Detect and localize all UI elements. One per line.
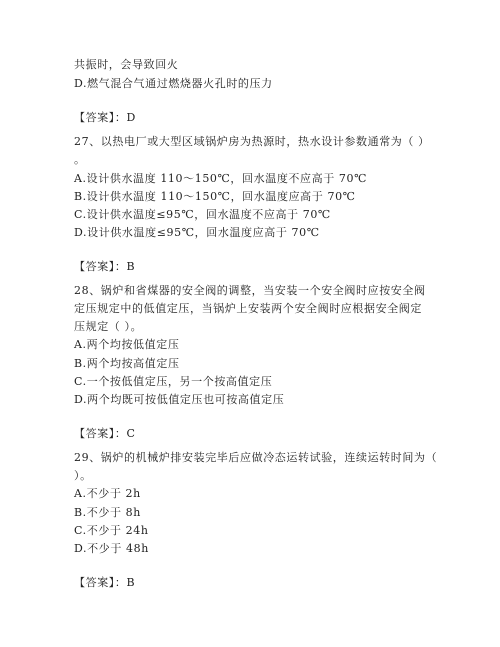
question-28-option-b: B.两个均按高值定压 bbox=[74, 357, 180, 370]
question-27-option-c: C.设计供水温度≤95℃，回水温度不应高于 70℃ bbox=[74, 208, 331, 221]
question-29-stem-line-1: 29、锅炉的机械炉排安装完毕后应做冷态运转试验，连续运转时间为（ bbox=[74, 451, 438, 464]
question-29-answer: 【答案】：B bbox=[74, 576, 136, 589]
question-27-stem-line-1: 27、以热电厂或大型区域锅炉房为热源时，热水设计参数通常为（ ） bbox=[74, 135, 430, 148]
question-27-option-b: B.设计供水温度 110～150℃，回水温度应高于 70℃ bbox=[74, 190, 356, 203]
question-27-stem-line-2: 。 bbox=[74, 153, 86, 166]
question-26-fragment-line: 共振时，会导致回火 bbox=[74, 58, 179, 71]
question-28-stem-line-2: 定压规定中的低值定压，当锅炉上安装两个安全阀时应根据安全阀定 bbox=[74, 302, 422, 315]
question-29-option-a: A.不少于 2h bbox=[74, 487, 141, 500]
question-28-answer: 【答案】：C bbox=[74, 427, 136, 440]
question-28-option-d: D.两个均既可按低值定压也可按高值定压 bbox=[74, 393, 285, 406]
question-28-stem-line-3: 压规定（ ）。 bbox=[74, 320, 143, 333]
question-28-option-c: C.一个按低值定压，另一个按高值定压 bbox=[74, 375, 273, 388]
question-27-option-a: A.设计供水温度 110～150℃，回水温度不应高于 70℃ bbox=[74, 172, 368, 185]
question-28-option-a: A.两个均按低值定压 bbox=[74, 338, 180, 351]
question-29-option-d: D.不少于 48h bbox=[74, 542, 149, 555]
question-26-answer: 【答案】：D bbox=[74, 111, 136, 124]
question-27-option-d: D.设计供水温度≤95℃，回水温度应高于 70℃ bbox=[74, 226, 320, 239]
question-29-option-c: C.不少于 24h bbox=[74, 524, 149, 537]
question-27-answer: 【答案】：B bbox=[74, 260, 136, 273]
question-28-stem-line-1: 28、锅炉和省煤器的安全阀的调整，当安装一个安全阀时应按安全阀 bbox=[74, 284, 426, 297]
question-26-option-d: D.燃气混合气通过燃烧器火孔时的压力 bbox=[74, 77, 273, 90]
question-29-option-b: B.不少于 8h bbox=[74, 506, 141, 519]
question-29-stem-line-2: ）。 bbox=[74, 469, 92, 482]
